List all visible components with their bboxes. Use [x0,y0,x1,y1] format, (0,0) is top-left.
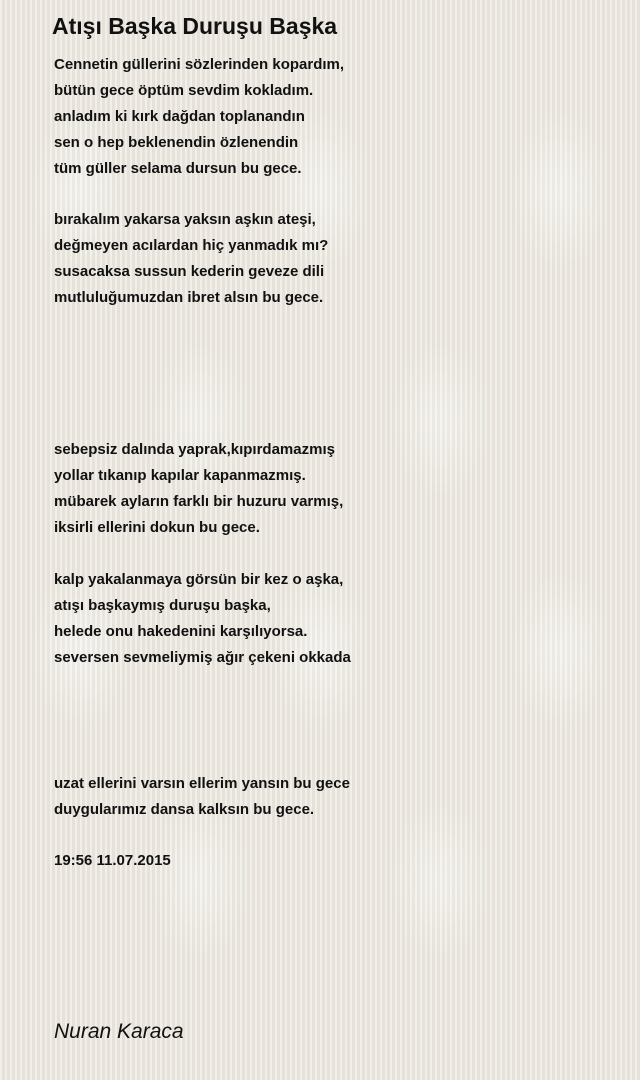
poem-line: kalp yakalanmaya görsün bir kez o aşka, [54,571,344,588]
poem-line: sebepsiz dalında yaprak,kıpırdamazmış [54,441,335,458]
poem-line: uzat ellerini varsın ellerim yansın bu gece [54,775,350,792]
poem-line: mübarek ayların farklı bir huzuru varmış, [54,493,344,510]
stanza-4 [54,567,351,671]
poem-line: anladım ki kırk dağdan toplanandın [54,108,305,125]
poem-line: sen o hep beklenendin özlenendin [54,134,299,151]
poem-line: tüm güller selama dursun bu gece. [54,160,302,177]
poem-line: iksirli ellerini dokun bu gece. [54,519,260,536]
poem-date: 19:56 11.07.2015 [54,852,171,869]
stanza-1 [54,52,344,182]
poem-author: Nuran Karaca [54,1020,184,1043]
stanza-3 [54,437,343,541]
poem-line: helede onu hakedenini karşılıyorsa. [54,623,308,640]
poem-line: atışı başkaymış duruşu başka, [54,597,271,614]
poem-line: Cennetin güllerini sözlerinden kopardım, [54,56,345,73]
poem-title: Atışı Başka Duruşu Başka [52,13,338,39]
stanza-5 [54,771,350,823]
stanza-2 [54,207,328,311]
poem-line: bütün gece öptüm sevdim kokladım. [54,82,314,99]
poem-line: susacaksa sussun kederin geveze dili [54,263,325,280]
poem-line: bırakalım yakarsa yaksın aşkın ateşi, [54,211,316,228]
poem-line: mutluluğumuzdan ibret alsın bu gece. [54,289,324,306]
poem-line: seversen sevmeliymiş ağır çekeni okkada [54,649,351,666]
poem-line: duygularımız dansa kalksın bu gece. [54,801,315,818]
poem-line: değmeyen acılardan hiç yanmadık mı? [54,237,329,254]
poem-line: yollar tıkanıp kapılar kapanmazmış. [54,467,306,484]
